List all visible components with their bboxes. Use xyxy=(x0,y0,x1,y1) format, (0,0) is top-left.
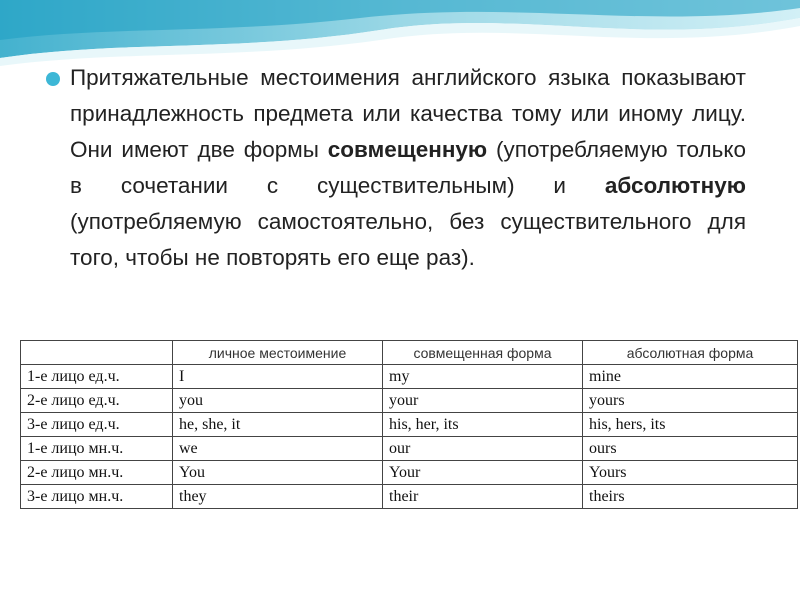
table-cell: 1-е лицо ед.ч. xyxy=(21,365,173,389)
paragraph-bold-absolute: абсолютную xyxy=(604,173,746,198)
table-row xyxy=(21,413,798,437)
table-cell: his, her, its xyxy=(383,413,583,437)
paragraph-bold-combined: совмещенную xyxy=(327,137,488,162)
table-header-cell: абсолютная форма xyxy=(583,341,798,365)
table-cell: mine xyxy=(583,365,798,389)
table-cell: 2-е лицо ед.ч. xyxy=(21,389,173,413)
table-cell: yours xyxy=(583,389,798,413)
table-cell: 3-е лицо ед.ч. xyxy=(21,413,173,437)
table-cell: You xyxy=(173,461,383,485)
table-row xyxy=(21,365,798,389)
table-header-row xyxy=(21,341,798,365)
table-row xyxy=(21,461,798,485)
table-cell: ours xyxy=(583,437,798,461)
paragraph-part-2: (употребляемую только в сочетании с существительным) и xyxy=(70,137,747,198)
table-row xyxy=(21,485,798,509)
table-cell: Your xyxy=(383,461,583,485)
table-header-cell: личное местоимение xyxy=(173,341,383,365)
pronoun-table xyxy=(20,340,798,509)
table-cell: 3-е лицо мн.ч. xyxy=(21,485,173,509)
table-cell: they xyxy=(173,485,383,509)
table-row xyxy=(21,437,798,461)
table-cell: theirs xyxy=(583,485,798,509)
pronoun-table-wrapper xyxy=(20,340,798,509)
table-cell: my xyxy=(383,365,583,389)
table-cell: our xyxy=(383,437,583,461)
table-cell: he, she, it xyxy=(173,413,383,437)
table-cell: Yours xyxy=(583,461,798,485)
table-header-cell xyxy=(21,341,173,365)
paragraph xyxy=(70,60,746,276)
table-cell: you xyxy=(173,389,383,413)
table-cell: we xyxy=(173,437,383,461)
table-cell: your xyxy=(383,389,583,413)
table-cell: I xyxy=(173,365,383,389)
paragraph-part-3: (употребляемую самостоятельно, без существительного для того, чтобы не повторять его еще раз). xyxy=(70,209,746,270)
paragraph-part-1: Притяжательные местоимения английского языка показывают принадлежность предмета или качества тому или иному лицу. Они имеют две формы xyxy=(70,65,746,162)
table-header-cell: совмещенная форма xyxy=(383,341,583,365)
table-cell: their xyxy=(383,485,583,509)
bullet-dot xyxy=(46,72,60,86)
table-cell: his, hers, its xyxy=(583,413,798,437)
table-cell: 1-е лицо мн.ч. xyxy=(21,437,173,461)
table-row xyxy=(21,389,798,413)
table-cell: 2-е лицо мн.ч. xyxy=(21,461,173,485)
